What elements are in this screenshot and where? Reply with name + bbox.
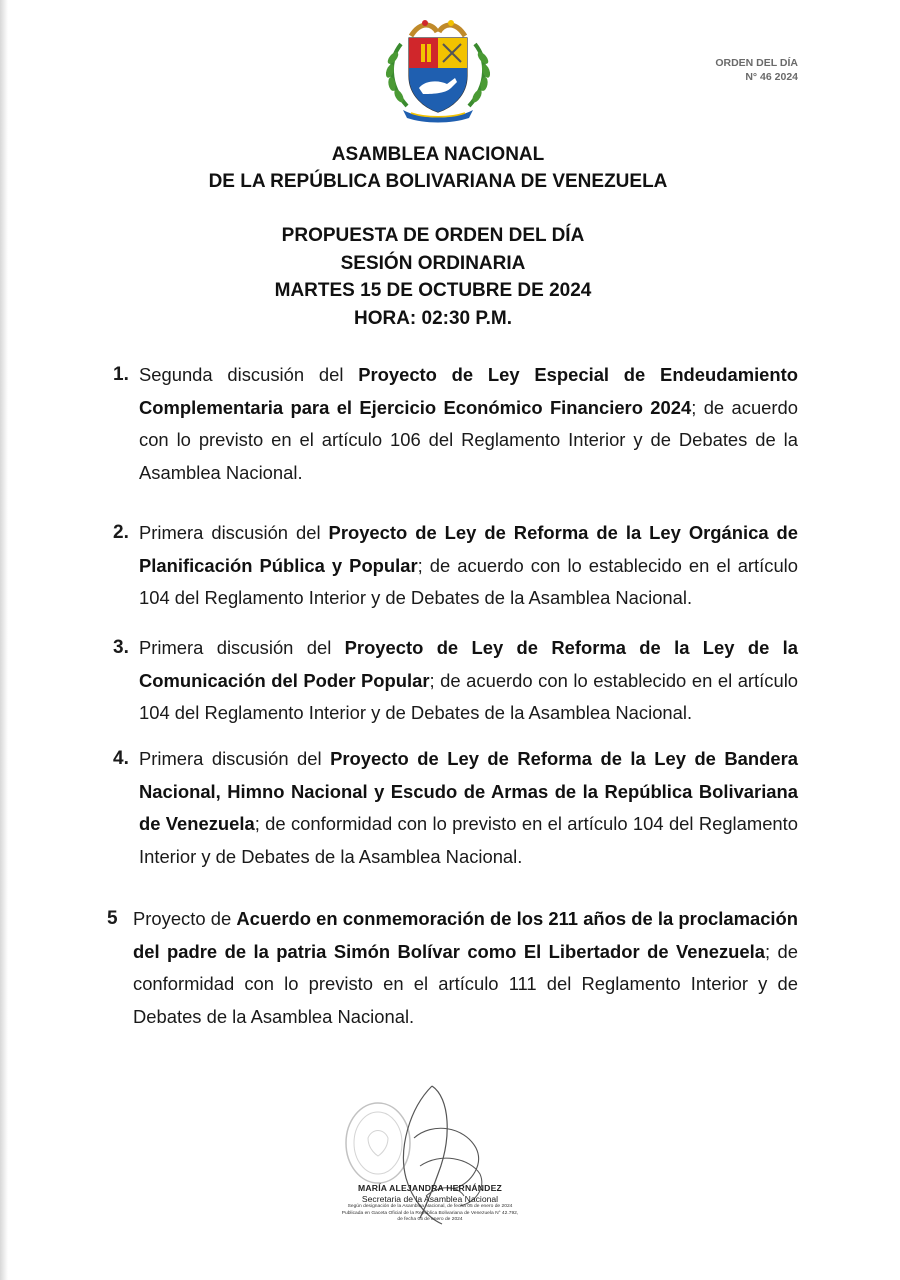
institution-header: [0, 141, 888, 195]
agenda-item-intro: Primera discusión del: [139, 637, 345, 658]
agenda-item-intro: Primera discusión del: [139, 522, 329, 543]
agenda-item-basis: ; de acuerdo con lo establecido en el artículo 104 del Reglamento Interior y de Debates de la Asamblea Nacional.: [139, 554, 798, 609]
agenda-item-number: 3.: [113, 637, 129, 658]
signatory-title: Secretaria de la Asamblea Nacional: [361, 1194, 499, 1204]
document-reference: [715, 56, 798, 84]
agenda-item-title: Proyecto de Ley de Reforma de la Ley Orgánica de Planificación Pública y Popular: [139, 522, 798, 576]
reference-title: ORDEN DEL DÍA: [715, 57, 798, 69]
agenda-item-title: Proyecto de Ley Especial de Endeudamiento Complementaria para el Ejercicio Económico Financiero 2024: [139, 364, 798, 418]
institution-name: ASAMBLEA NACIONAL: [331, 144, 545, 165]
agenda-item-intro: Proyecto de: [133, 908, 237, 929]
agenda-item-number: 5: [107, 908, 118, 929]
agenda-item-title: Proyecto de Ley de Reforma de la Ley de la Comunicación del Poder Popular: [139, 637, 798, 691]
session-type: SESIÓN ORDINARIA: [340, 252, 526, 274]
session-title: PROPUESTA DE ORDEN DEL DÍA: [281, 225, 585, 246]
agenda-item: [113, 517, 798, 615]
agenda-item-title: Proyecto de Ley de Reforma de la Ley de Bandera Nacional, Himno Nacional y Escudo de Armas de la República Bolivariana de Venezuela: [139, 748, 798, 835]
agenda-item: [107, 903, 799, 1033]
session-time: HORA: 02:30 P.M.: [353, 307, 513, 329]
signatory-name: MARÍA ALEJANDRA HERNÁNDEZ: [358, 1183, 502, 1193]
institution-country: DE LA REPÚBLICA BOLIVARIANA DE VENEZUELA: [208, 171, 668, 192]
signatory-block: [300, 1183, 560, 1224]
agenda-item-basis: ; de conformidad con lo previsto en el artículo 111 del Reglamento Interior y de Debates de la Asamblea Nacional.: [133, 940, 798, 1027]
session-date: MARTES 15 DE OCTUBRE DE 2024: [274, 280, 592, 301]
agenda-item: [113, 632, 799, 730]
agenda-item-title: Acuerdo en conmemoración de los 211 años de la proclamación del padre de la patria Simón Bolívar como El Libertador de Venezuela: [133, 908, 799, 962]
agenda-item-intro: Segunda discusión del: [139, 364, 359, 385]
signatory-designation: Según designación de la Asamblea Nacional, de fecha 05 de enero de 2024: [347, 1204, 513, 1209]
agenda-item-basis: ; de acuerdo con lo establecido en el artículo 104 del Reglamento Interior y de Debates de la Asamblea Nacional.: [139, 669, 799, 724]
coat-of-arms-icon: [381, 14, 495, 124]
signatory-gazette: Publicada en Gaceta Oficial de la República Bolivariana de Venezuela N° 42.792,: [341, 1210, 519, 1216]
agenda-item-basis: ; de acuerdo con lo previsto en el artículo 106 del Reglamento Interior y de Debates de la Asamblea Nacional.: [139, 396, 798, 483]
agenda-item-number: 2.: [113, 522, 129, 543]
reference-number: N° 46 2024: [745, 71, 798, 83]
agenda-item-number: 4.: [113, 748, 129, 769]
agenda-item-number: 1.: [113, 364, 129, 385]
signatory-gazette-date: de fecha 05 de enero de 2024: [397, 1217, 463, 1223]
session-header: [0, 222, 883, 332]
agenda-item-intro: Primera discusión del: [139, 748, 331, 769]
agenda-item-basis: ; de conformidad con lo previsto en el artículo 104 del Reglamento Interior y de Debates de la Asamblea Nacional.: [139, 813, 798, 867]
agenda-item: [113, 743, 798, 873]
agenda-item: [113, 359, 798, 489]
